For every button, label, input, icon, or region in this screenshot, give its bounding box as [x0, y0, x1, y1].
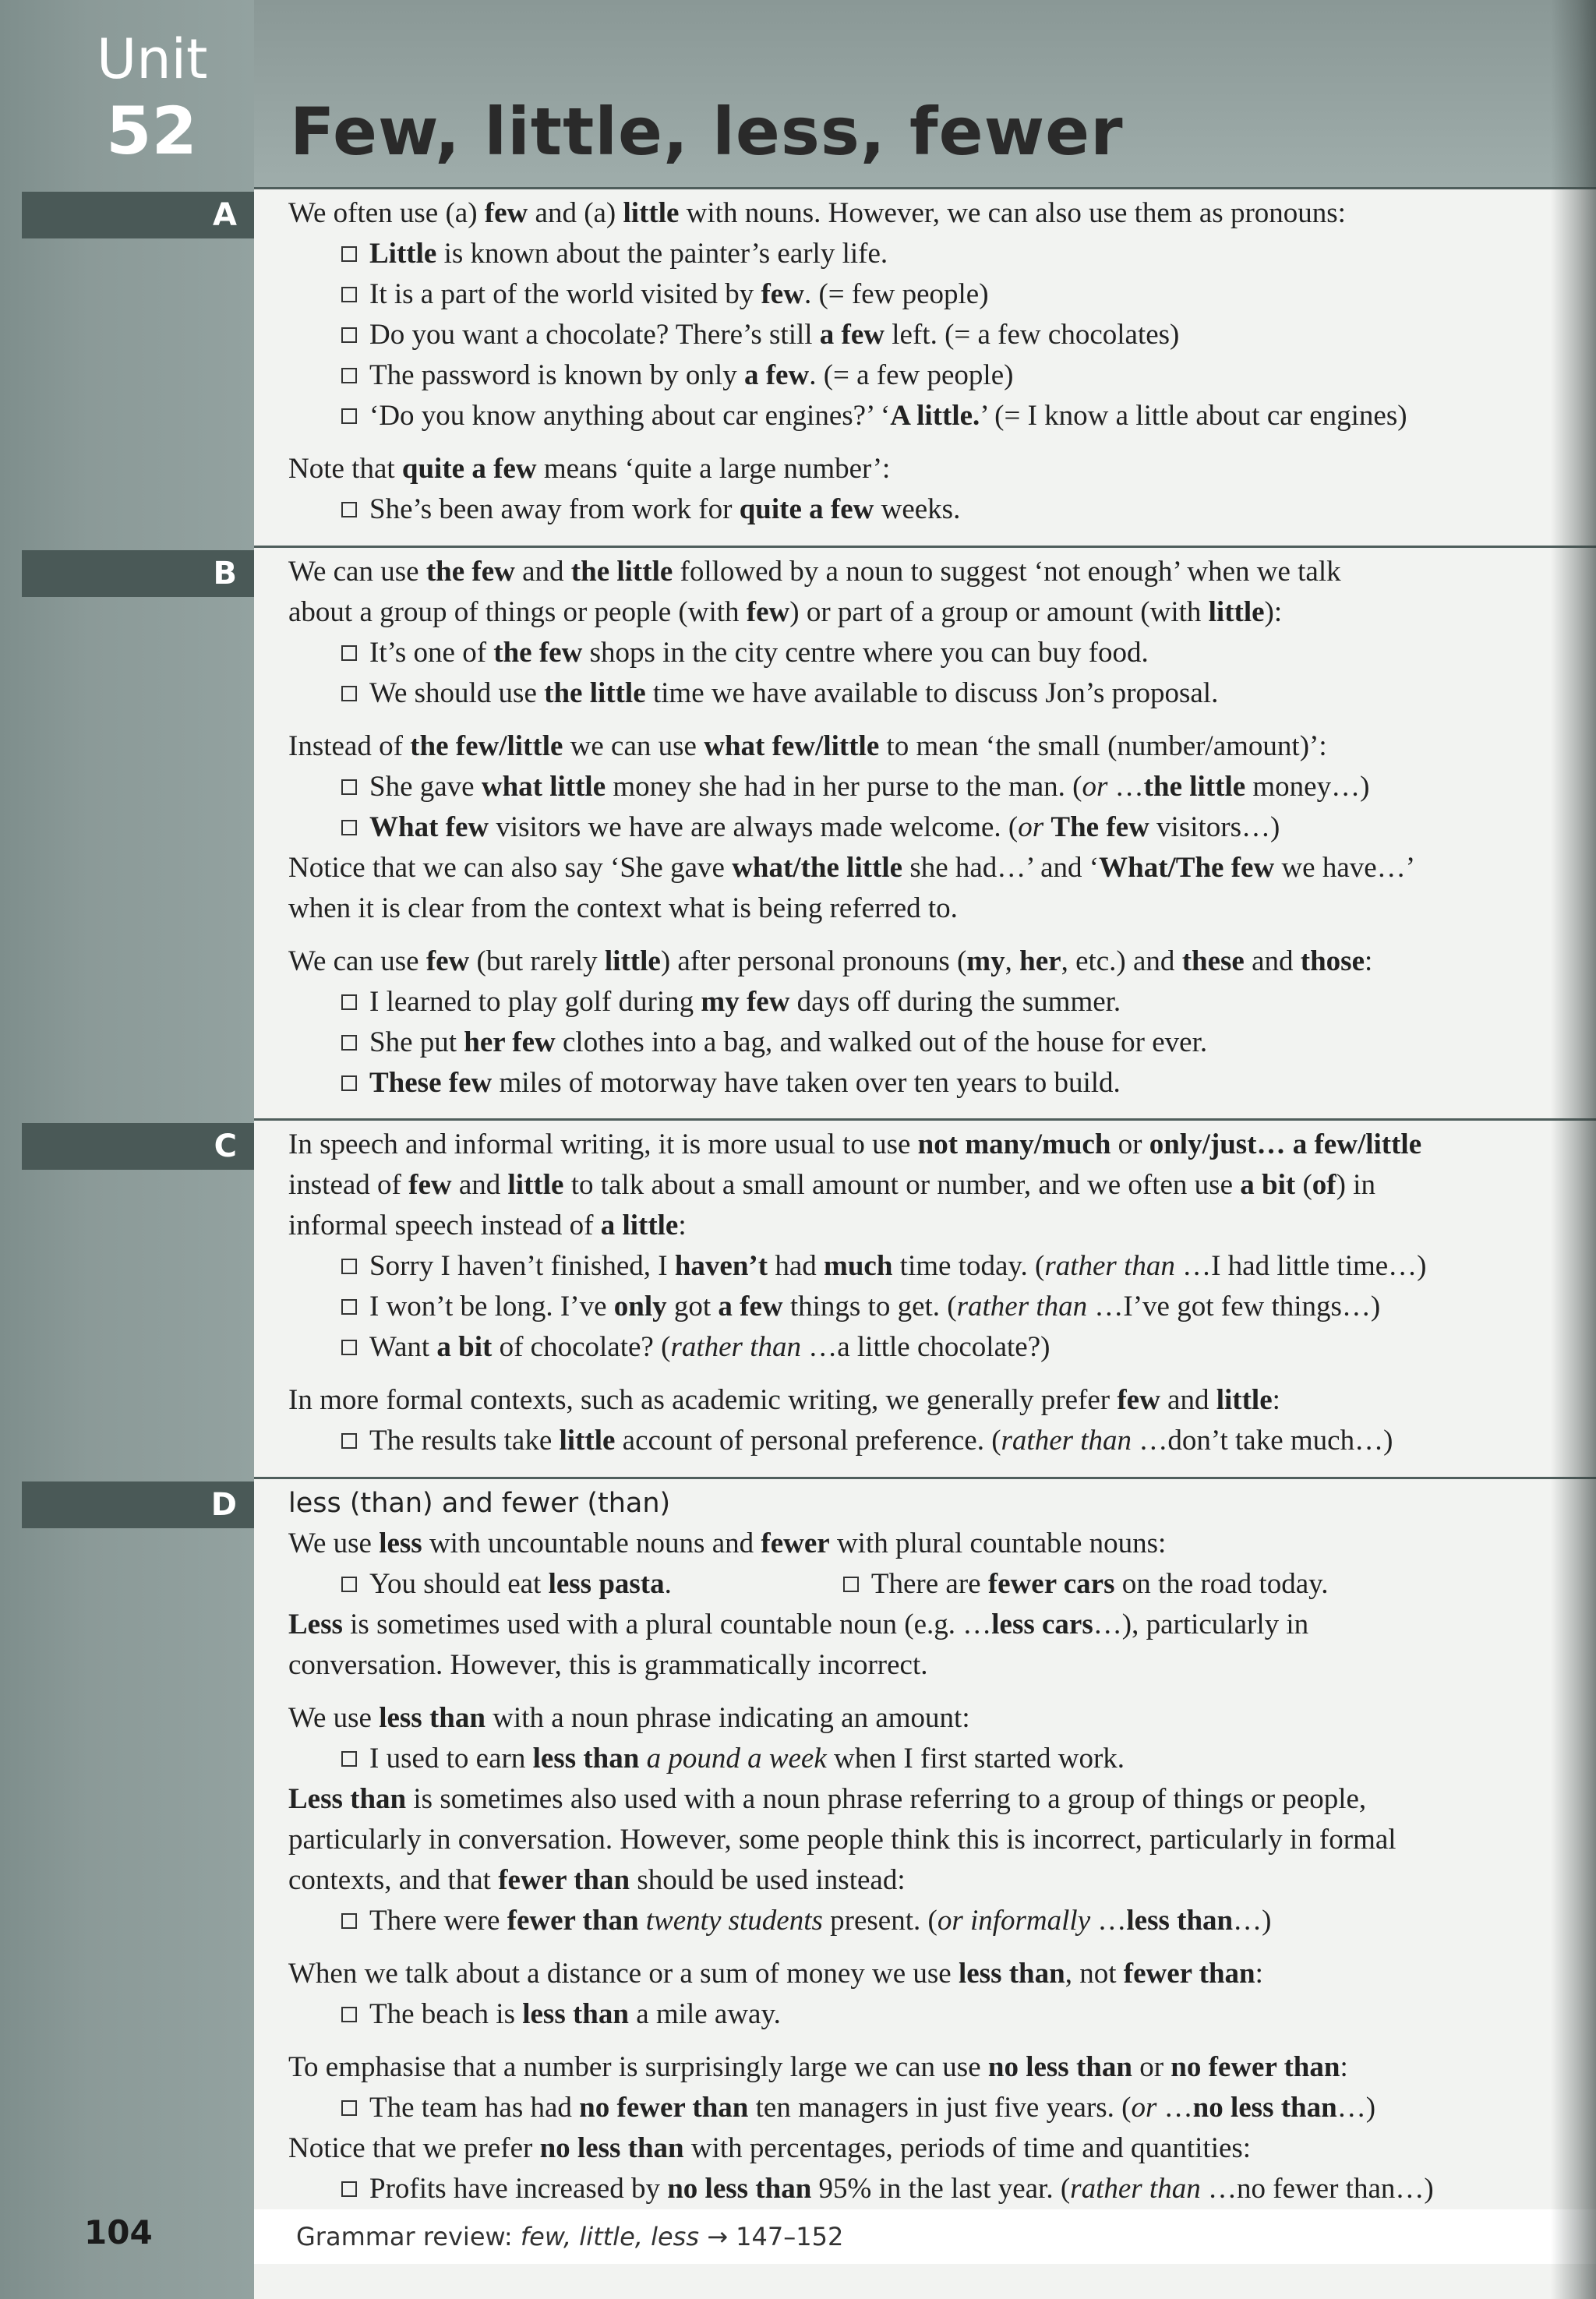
paragraph: when it is clear from the context what is being referred to.	[288, 892, 958, 924]
example: Want a bit of chocolate? (rather than …a little chocolate?)	[288, 1327, 1582, 1368]
checkbox-icon	[341, 820, 357, 835]
paragraph: Notice that we can also say ‘She gave what/the little she had…’ and ‘What/The few we have…’	[288, 852, 1416, 884]
example: The password is known by only a few. (= a few people)	[288, 355, 1582, 396]
checkbox-icon	[341, 502, 357, 517]
example: These few miles of motorway have taken over ten years to build.	[288, 1063, 1582, 1104]
unit-label: Unit	[97, 27, 208, 91]
section-a-content	[288, 193, 1582, 530]
paragraph: particularly in conversation. However, some people think this is incorrect, particularly in formal	[288, 1824, 1396, 1856]
section-a-bar	[22, 192, 254, 238]
page-title: Few, little, less, fewer	[290, 94, 1124, 170]
section-d-letter: D	[210, 1487, 237, 1523]
example: I won’t be long. I’ve only got a few things to get. (rather than …I’ve got few things…)	[288, 1287, 1582, 1327]
checkbox-icon	[341, 1075, 357, 1091]
section-b-bar	[22, 550, 254, 597]
paragraph: Notice that we prefer no less than with percentages, periods of time and quantities:	[288, 2132, 1252, 2164]
paragraph: In speech and informal writing, it is more usual to use not many/much or only/just… a few/little	[288, 1128, 1422, 1160]
paragraph: Less is sometimes used with a plural countable noun (e.g. …less cars…), particularly in	[288, 1609, 1309, 1640]
section-d-rule	[254, 1477, 1596, 1479]
footer-prefix: Grammar review:	[296, 2222, 521, 2251]
page-edge-shadow	[1551, 0, 1596, 2299]
example: She put her few clothes into a bag, and walked out of the house for ever.	[288, 1022, 1582, 1063]
example: We should use the little time we have available to discuss Jon’s proposal.	[288, 673, 1582, 714]
example: What few visitors we have are always made welcome. (or The few visitors…)	[288, 807, 1582, 848]
paragraph: instead of few and little to talk about a small amount or number, and we often use a bit (of) in	[288, 1169, 1375, 1201]
example: There were fewer than twenty students present. (or informally …less than…)	[288, 1901, 1582, 1941]
paragraph: informal speech instead of a little:	[288, 1210, 687, 1241]
example: Sorry I haven’t finished, I haven’t had much time today. (rather than …I had little time…)	[288, 1246, 1582, 1287]
paragraph: We can use the few and the little followed by a noun to suggest ‘not enough’ when we talk	[288, 556, 1341, 588]
checkbox-icon	[341, 1577, 357, 1592]
section-b-rule	[254, 546, 1596, 548]
paragraph: To emphasise that a number is surprisingly large we can use no less than or no fewer than:	[288, 2051, 1348, 2083]
paragraph: When we talk about a distance or a sum of money we use less than, not fewer than:	[288, 1958, 1263, 1990]
section-c-content	[288, 1125, 1582, 1461]
grammar-review-reference	[296, 2220, 843, 2254]
paragraph: We use less with uncountable nouns and fewer with plural countable nouns:	[288, 1527, 1167, 1559]
paragraph: contexts, and that fewer than should be used instead:	[288, 1864, 906, 1896]
example: Do you want a chocolate? There’s still a few left. (= a few chocolates)	[288, 315, 1582, 355]
section-a-letter: A	[213, 197, 237, 233]
example: The team has had no fewer than ten managers in just five years. (or …no less than…)	[288, 2088, 1582, 2128]
example: The results take little account of personal preference. (rather than …don’t take much…)	[288, 1421, 1582, 1461]
footer-pages: 147–152	[736, 2222, 844, 2251]
section-a-rule	[254, 187, 1596, 189]
example: ‘Do you know anything about car engines?’ ‘A little.’ (= I know a little about car engines)	[288, 396, 1582, 436]
example: Profits have increased by no less than 95% in the last year. (rather than …no fewer than…)	[288, 2169, 1582, 2209]
arrow-icon: →	[707, 2222, 728, 2251]
checkbox-icon	[341, 1340, 357, 1355]
checkbox-icon	[341, 1299, 357, 1315]
paragraph: Note that quite a few means ‘quite a large number’:	[288, 453, 891, 485]
example: She gave what little money she had in her purse to the man. (or …the little money…)	[288, 767, 1582, 807]
paragraph: Instead of the few/little we can use what few/little to mean ‘the small (number/amount)’:	[288, 730, 1327, 762]
checkbox-icon	[341, 686, 357, 701]
checkbox-icon	[341, 2181, 357, 2197]
checkbox-icon	[341, 2007, 357, 2022]
section-c-rule	[254, 1118, 1596, 1121]
example: It’s one of the few shops in the city centre where you can buy food.	[288, 633, 1582, 673]
section-c-letter: C	[214, 1128, 237, 1164]
checkbox-icon	[341, 1035, 357, 1051]
section-d-bar	[22, 1481, 254, 1528]
section-c-bar	[22, 1123, 254, 1170]
checkbox-icon	[341, 2100, 357, 2116]
section-b-letter: B	[213, 556, 237, 592]
example: She’s been away from work for quite a few weeks.	[288, 489, 1582, 530]
checkbox-icon	[843, 1577, 859, 1592]
example: I used to earn less than a pound a week when I first started work.	[288, 1739, 1582, 1779]
section-d-content	[288, 1483, 1582, 2209]
example: You should eat less pasta. There are fewer cars on the road today.	[288, 1564, 1582, 1605]
unit-number: 52	[106, 93, 197, 169]
checkbox-icon	[341, 287, 357, 302]
paragraph: about a group of things or people (with few) or part of a group or amount (with little):	[288, 596, 1283, 628]
checkbox-icon	[341, 1751, 357, 1767]
example: Little is known about the painter’s early life.	[288, 234, 1582, 274]
checkbox-icon	[341, 1913, 357, 1929]
checkbox-icon	[341, 779, 357, 795]
example: It is a part of the world visited by few. (= few people)	[288, 274, 1582, 315]
paragraph: We use less than with a noun phrase indicating an amount:	[288, 1702, 970, 1734]
footer-topic: few, little, less	[520, 2222, 700, 2251]
paragraph: We can use few (but rarely little) after personal pronouns (my, her, etc.) and these and those:	[288, 945, 1373, 977]
checkbox-icon	[341, 1433, 357, 1449]
checkbox-icon	[341, 408, 357, 424]
paragraph: We often use (a) few and (a) little with nouns. However, we can also use them as pronouns:	[288, 197, 1346, 229]
checkbox-icon	[341, 368, 357, 383]
checkbox-icon	[341, 1259, 357, 1274]
paragraph: In more formal contexts, such as academic writing, we generally prefer few and little:	[288, 1384, 1280, 1416]
example: The beach is less than a mile away.	[288, 1994, 1582, 2035]
section-b-content	[288, 552, 1582, 1104]
checkbox-icon	[341, 645, 357, 661]
section-d-heading: less (than) and fewer (than)	[288, 1488, 671, 1519]
page-number: 104	[84, 2213, 153, 2251]
example: I learned to play golf during my few days off during the summer.	[288, 982, 1582, 1022]
paragraph: Less than is sometimes also used with a noun phrase referring to a group of things or people,	[288, 1783, 1367, 1815]
checkbox-icon	[341, 327, 357, 343]
paragraph: conversation. However, this is grammatically incorrect.	[288, 1649, 928, 1681]
checkbox-icon	[341, 246, 357, 262]
checkbox-icon	[341, 994, 357, 1010]
